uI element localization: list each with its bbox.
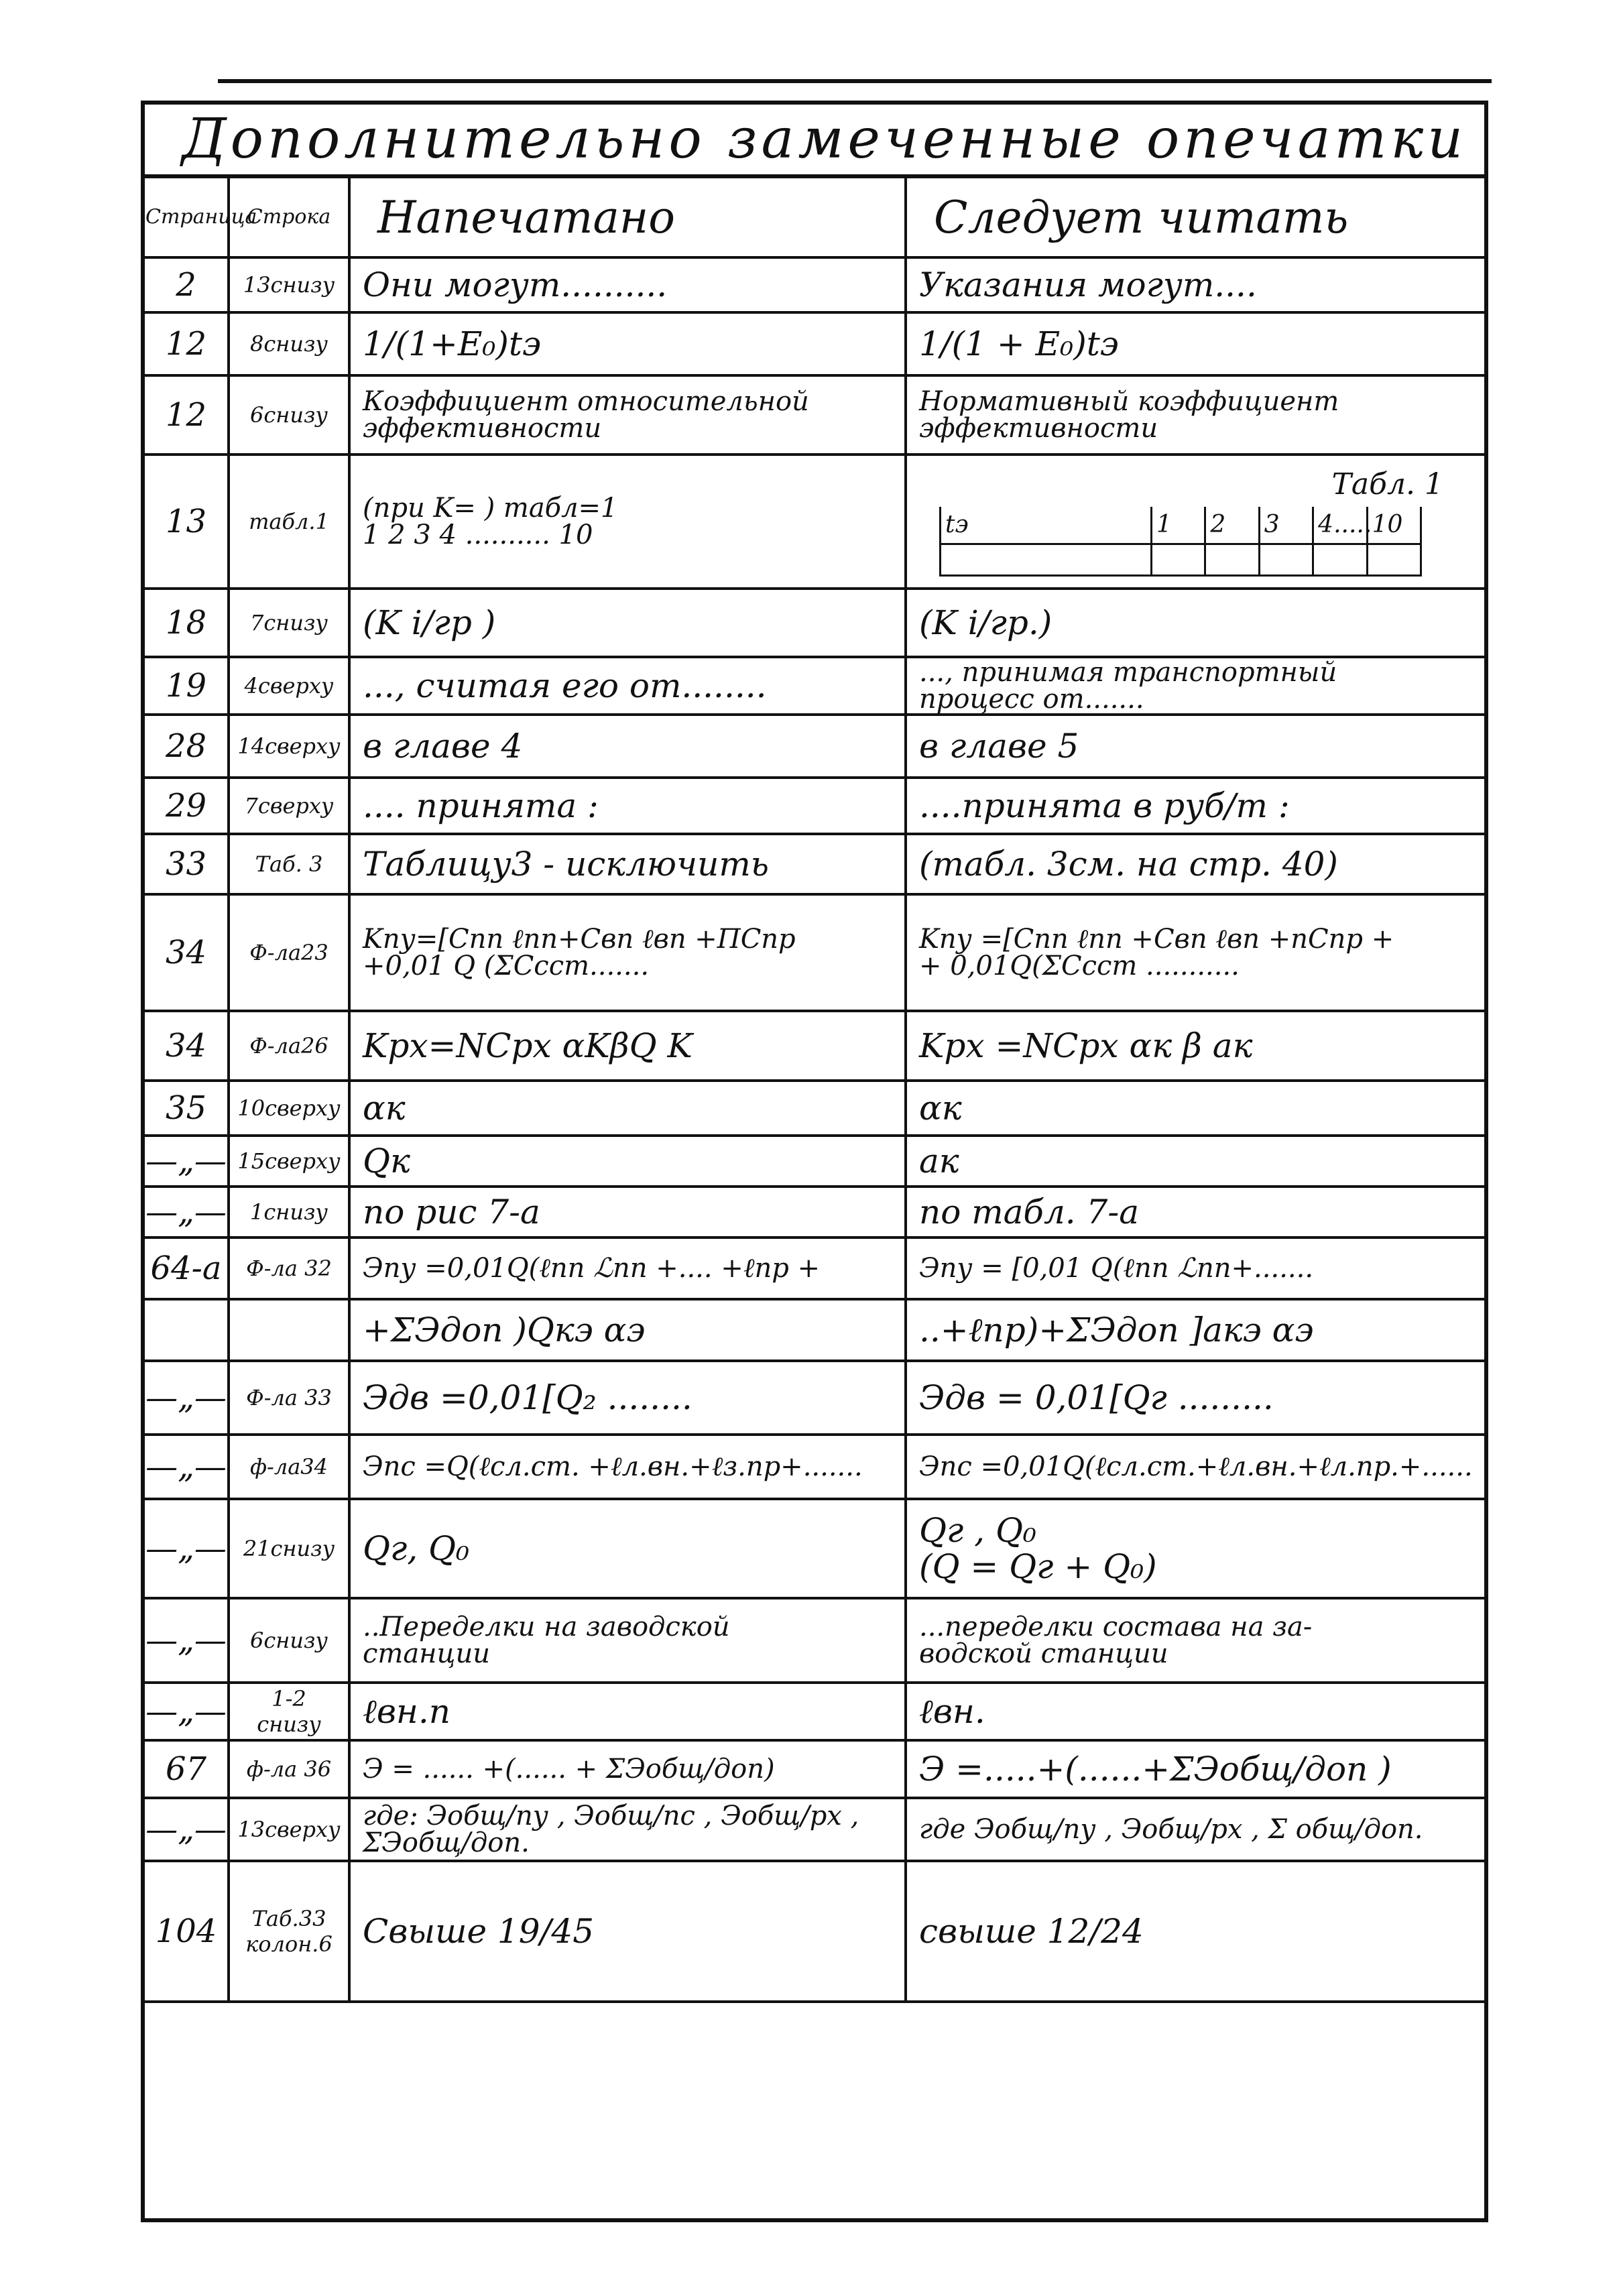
table-row [145,1237,1484,1299]
row-printed: Kрх=NCрх αKβQ K [349,1011,906,1081]
table-row [145,1136,1484,1187]
mini-table-cell: 4..... [1313,507,1367,544]
table-row [145,1187,1484,1237]
mini-table [939,507,1422,577]
row-page: —„— [145,1499,229,1598]
row-page: —„— [145,1798,229,1861]
row-printed: Qк [349,1136,906,1187]
row-page: 19 [145,657,229,715]
table-row [145,657,1484,715]
row-should-read: αк [906,1081,1484,1136]
header-should-read: Следует читать [906,178,1484,257]
row-should-read: aк [906,1136,1484,1187]
mini-table-empty-cell [1152,544,1205,576]
row-should-read: (табл. 3см. на стр. 40) [906,834,1484,894]
row-should-read: ℓвн. [906,1683,1484,1740]
row-should-read: по табл. 7-а [906,1187,1484,1237]
mini-table-cell: tэ [941,507,1152,544]
row-should-read: 1/(1 + E₀)tэ [906,312,1484,375]
table-row [145,778,1484,834]
row-line: 13снизу [229,257,349,312]
row-page: 34 [145,1011,229,1081]
row-printed: где: Эобщ/пу , Эобщ/пс , Эобщ/рх , ΣЭобщ/доп. [349,1798,906,1861]
row-printed: ..., считая его от........ [349,657,906,715]
table-row [145,834,1484,894]
row-line: ф-ла 36 [229,1740,349,1798]
row-should-read: Указания могут.... [906,257,1484,312]
errata-sheet [141,101,1488,2222]
row-line: 10сверху [229,1081,349,1136]
row-line: Таб.33 колон.6 [229,1861,349,2002]
row-line: 6снизу [229,375,349,455]
row-line: Таб. 3 [229,834,349,894]
row-printed: Таблицу3 - исключить [349,834,906,894]
row-line: 8снизу [229,312,349,375]
table-row [145,589,1484,657]
table-row [145,1011,1484,1081]
row-line: 7сверху [229,778,349,834]
row-should-read: (K i/гр.) [906,589,1484,657]
row-printed: Qг, Q₀ [349,1499,906,1598]
row-should-read: Qг , Q₀ (Q = Qг + Q₀) [906,1499,1484,1598]
mini-table-cell: 3 [1259,507,1313,544]
row-printed: αк [349,1081,906,1136]
page-title: Дополнительно замеченные опечатки [145,105,1484,178]
row-line: 1-2 снизу [229,1683,349,1740]
row-should-read: ..+ℓпр)+ΣЭдоп ]aкэ αэ [906,1299,1484,1361]
row-printed: ..Переделки на заводской станции [349,1598,906,1683]
table-row [145,1499,1484,1598]
errata-table [145,178,1484,2003]
row-page: —„— [145,1187,229,1237]
row-page: 104 [145,1861,229,2002]
row-line: Ф-ла23 [229,894,349,1011]
row-page: 67 [145,1740,229,1798]
row-should-read: где Эобщ/пу , Эобщ/рх , Σ общ/доп. [906,1798,1484,1861]
row-line: 21снизу [229,1499,349,1598]
row-should-read: Э =.....+(......+ΣЭобщ/доп ) [906,1740,1484,1798]
row-should-read: Нормативный коэффициент эффективности [906,375,1484,455]
row-page: 18 [145,589,229,657]
mini-table-cell: 10 [1367,507,1421,544]
row-page: 64-а [145,1237,229,1299]
header-line: Строка [229,178,349,257]
table-row [145,257,1484,312]
row-printed: Коэффициент относительной эффективности [349,375,906,455]
table-row [145,1435,1484,1499]
mini-table-empty-cell [1259,544,1313,576]
row-line [229,1299,349,1361]
row-printed: Свыше 19/45 [349,1861,906,2002]
row-line: 6снизу [229,1598,349,1683]
row-page [145,1299,229,1361]
row-should-read: Эдв = 0,01[Qг ......... [906,1361,1484,1435]
row-page: —„— [145,1598,229,1683]
row-should-read: Эпу = [0,01 Q(ℓпп ℒпп+....... [906,1237,1484,1299]
table-row [145,1861,1484,2002]
table-row [145,1798,1484,1861]
row-page: 29 [145,778,229,834]
mini-table-empty-cell [941,544,1152,576]
row-printed: 1/(1+E₀)tэ [349,312,906,375]
row-page: —„— [145,1361,229,1435]
row-printed: +ΣЭдоп )Qкэ αэ [349,1299,906,1361]
row-should-read: Kрх =NCрх αк β aк [906,1011,1484,1081]
row-printed: Эпу =0,01Q(ℓпп ℒпп +.... +ℓпр + [349,1237,906,1299]
row-printed: Они могут.......... [349,257,906,312]
mini-table-empty-cell [1313,544,1367,576]
row-page: —„— [145,1683,229,1740]
row-should-read: Эпс =0,01Q(ℓcл.cm.+ℓл.вн.+ℓл.пр.+...... [906,1435,1484,1499]
mini-table-cell: 1 [1152,507,1205,544]
table-row [145,1683,1484,1740]
row-line: 7снизу [229,589,349,657]
row-page: —„— [145,1435,229,1499]
row-printed: Kпу=[Cпп ℓпп+Cвп ℓвп +ПCпр +0,01 Q (ΣCcсm....... [349,894,906,1011]
row-line: 14сверху [229,715,349,778]
header-row [145,178,1484,257]
mini-table-empty-cell [1367,544,1421,576]
row-line: табл.1 [229,455,349,589]
table-row [145,375,1484,455]
row-should-read: Kпу =[Cпп ℓпп +Cвп ℓвп +nCпр + + 0,01Q(ΣCcсm ........... [906,894,1484,1011]
row-page: —„— [145,1136,229,1187]
row-line: 15сверху [229,1136,349,1187]
table-row [145,312,1484,375]
header-page: Страница [145,178,229,257]
row-printed: Эдв =0,01[Q₂ ........ [349,1361,906,1435]
row-printed: Эпс =Q(ℓcл.cm. +ℓл.вн.+ℓз.пр+....... [349,1435,906,1499]
row-page: 34 [145,894,229,1011]
table-row [145,1299,1484,1361]
row-line: 1снизу [229,1187,349,1237]
row-should-read [906,455,1484,589]
row-line: Ф-ла 33 [229,1361,349,1435]
mini-table-cell: 2 [1205,507,1259,544]
row-page: 35 [145,1081,229,1136]
row-line: ф-ла34 [229,1435,349,1499]
row-printed: Э = ...... +(...... + ΣЭобщ/доп) [349,1740,906,1798]
table-row [145,455,1484,589]
row-printed: ℓвн.п [349,1683,906,1740]
row-page: 12 [145,312,229,375]
row-printed: в главе 4 [349,715,906,778]
row-should-read: в главе 5 [906,715,1484,778]
mini-table-label: Табл. 1 [1331,467,1443,501]
row-page: 13 [145,455,229,589]
row-printed: по рис 7-а [349,1187,906,1237]
row-page: 33 [145,834,229,894]
row-line: 13сверху [229,1798,349,1861]
table-row [145,894,1484,1011]
top-rule [218,79,1492,83]
table-row [145,715,1484,778]
table-row [145,1598,1484,1683]
row-should-read: ....принята в руб/т : [906,778,1484,834]
row-line: 4сверху [229,657,349,715]
row-printed: (K i/гр ) [349,589,906,657]
row-should-read: ...переделки состава на за- водской станции [906,1598,1484,1683]
row-page: 2 [145,257,229,312]
table-row [145,1081,1484,1136]
table-row [145,1740,1484,1798]
row-should-read: ..., принимая транспортный процесс от....... [906,657,1484,715]
row-page: 28 [145,715,229,778]
row-page: 12 [145,375,229,455]
table-row [145,1361,1484,1435]
header-printed: Напечатано [349,178,906,257]
row-line: Ф-ла26 [229,1011,349,1081]
row-printed: .... принята : [349,778,906,834]
row-printed: (при K= ) табл=1 1 2 3 4 .......... 10 [349,455,906,589]
mini-table-empty-cell [1205,544,1259,576]
row-line: Ф-ла 32 [229,1237,349,1299]
row-should-read: свыше 12/24 [906,1861,1484,2002]
errata-rows [145,257,1484,2002]
